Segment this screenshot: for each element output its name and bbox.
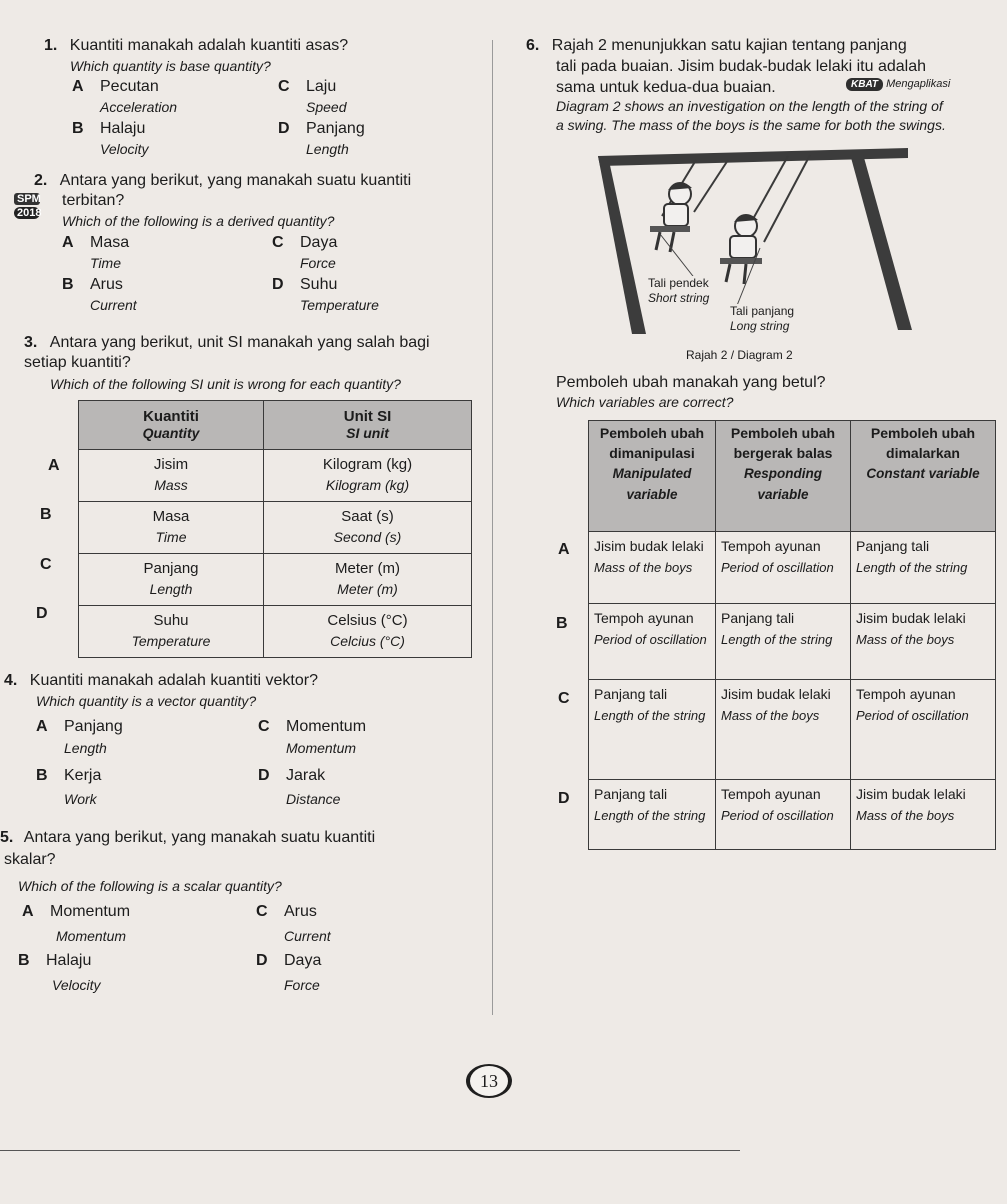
q2-option-a[interactable]: A Masa Time <box>62 234 130 271</box>
boy-long-swing <box>720 214 762 284</box>
table-row: Masa Time Saat (s) Second (s) <box>79 502 472 554</box>
diagram-caption: Rajah 2 / Diagram 2 <box>686 348 793 362</box>
q3-option-d[interactable]: D <box>36 605 48 622</box>
q4-stem: 4. Kuantiti manakah adalah kuantiti vektor? <box>4 672 318 689</box>
header-quantity: Kuantiti Quantity <box>79 401 264 450</box>
table-row: Jisim budak lelaki Mass of the boys Tempoh ayunan Period of oscillation Panjang tali Length of the string <box>589 532 996 604</box>
q6-option-a[interactable]: A <box>558 541 570 558</box>
q5-option-c[interactable]: C Arus Current <box>256 903 331 944</box>
q2-stem-en: Which of the following is a derived quantity? <box>62 213 335 229</box>
q3-si-unit-table <box>78 400 472 658</box>
q3-option-a[interactable]: A <box>48 457 60 474</box>
q3-stem-en: Which of the following SI unit is wrong for each quantity? <box>50 376 401 392</box>
table-header-row <box>79 401 472 450</box>
table-row: Tempoh ayunan Period of oscillation Panjang tali Length of the string Jisim budak lelaki Mass of the boys <box>589 604 996 680</box>
q6-question-en: Which variables are correct? <box>556 394 734 410</box>
table-row: Panjang Length Meter (m) Meter (m) <box>79 554 472 606</box>
header-responding: Pemboleh ubah bergerak balas Responding variable <box>716 421 851 532</box>
header-si-unit: Unit SI SI unit <box>264 401 472 450</box>
q2-option-d[interactable]: D Suhu Temperature <box>272 276 379 313</box>
boy-short-swing <box>650 182 692 252</box>
q6-question: Pemboleh ubah manakah yang betul? <box>556 374 826 391</box>
kbat-label: KBAT Mengaplikasi <box>846 78 950 91</box>
q6-stem-line2: tali pada buaian. Jisim budak-budak lelaki itu adalah <box>556 58 927 75</box>
q5-stem-cont: skalar? <box>4 851 56 868</box>
q5-option-b[interactable]: B Halaju Velocity <box>18 952 101 993</box>
q4-option-d[interactable]: D Jarak Distance <box>258 767 341 807</box>
q1-option-c[interactable]: C Laju Speed <box>278 78 347 115</box>
q1-option-d[interactable]: D Panjang Length <box>278 120 365 157</box>
header-manipulated: Pemboleh ubah dimanipulasi Manipulated variable <box>589 421 716 532</box>
q6-stem-en-2: a swing. The mass of the boys is the same for both the swings. <box>556 117 946 133</box>
q6-stem-line3: sama untuk kedua-dua buaian. <box>556 79 776 96</box>
q6-variables-table <box>588 420 996 850</box>
q6-option-b[interactable]: B <box>556 615 568 632</box>
q6-stem-en-1: Diagram 2 shows an investigation on the length of the string of <box>556 98 943 114</box>
q6-stem: 6. Rajah 2 menunjukkan satu kajian tentang panjang <box>526 37 907 54</box>
q3-option-b[interactable]: B <box>40 506 52 523</box>
q1-stem: 1. Kuantiti manakah adalah kuantiti asas? <box>44 37 349 54</box>
column-divider <box>492 40 493 1015</box>
q3-stem-cont: setiap kuantiti? <box>24 354 131 371</box>
table-row: Panjang tali Length of the string Jisim budak lelaki Mass of the boys Tempoh ayunan Period of oscillation <box>589 680 996 780</box>
q4-stem-en: Which quantity is a vector quantity? <box>36 693 257 709</box>
q4-option-a[interactable]: A Panjang Length <box>36 718 123 756</box>
q2-option-c[interactable]: C Daya Force <box>272 234 338 271</box>
q3-stem: 3. Antara yang berikut, unit SI manakah yang salah bagi <box>24 334 430 351</box>
q2-stem: 2. Antara yang berikut, yang manakah suatu kuantiti <box>34 172 412 189</box>
table-row: Jisim Mass Kilogram (kg) Kilogram (kg) <box>79 450 472 502</box>
table-header-row <box>589 421 996 532</box>
q1-stem-en: Which quantity is base quantity? <box>70 58 271 74</box>
q5-stem: 5. Antara yang berikut, yang manakah suatu kuantiti <box>0 829 376 846</box>
q6-option-c[interactable]: C <box>558 690 570 707</box>
table-row: Suhu Temperature Celsius (°C) Celcius (°C) <box>79 606 472 658</box>
spm-2018-badge: SPM 2018 <box>14 193 40 219</box>
q5-stem-en: Which of the following is a scalar quantity? <box>18 878 282 894</box>
q1-option-a[interactable]: A Pecutan Acceleration <box>72 78 178 115</box>
q5-option-a[interactable]: A Momentum Momentum <box>22 903 131 944</box>
q2-option-b[interactable]: B Arus Current <box>62 276 137 313</box>
label-short-string: Tali pendek Short string <box>648 276 710 305</box>
q3-option-c[interactable]: C <box>40 556 52 573</box>
label-long-string: Tali panjang Long string <box>730 304 795 333</box>
q6-option-d[interactable]: D <box>558 790 570 807</box>
q1-option-b[interactable]: B Halaju Velocity <box>72 120 149 157</box>
bottom-rule <box>0 1150 740 1151</box>
header-constant: Pemboleh ubah dimalarkan Constant variable <box>851 421 996 532</box>
q2-stem-cont: terbitan? <box>62 192 125 209</box>
page-number: 13 <box>470 1066 508 1096</box>
q5-option-d[interactable]: D Daya Force <box>256 952 322 993</box>
table-row: Panjang tali Length of the string Tempoh ayunan Period of oscillation Jisim budak lelaki Mass of the boys <box>589 780 996 850</box>
q4-option-c[interactable]: C Momentum Momentum <box>258 718 367 756</box>
q4-option-b[interactable]: B Kerja Work <box>36 767 102 807</box>
